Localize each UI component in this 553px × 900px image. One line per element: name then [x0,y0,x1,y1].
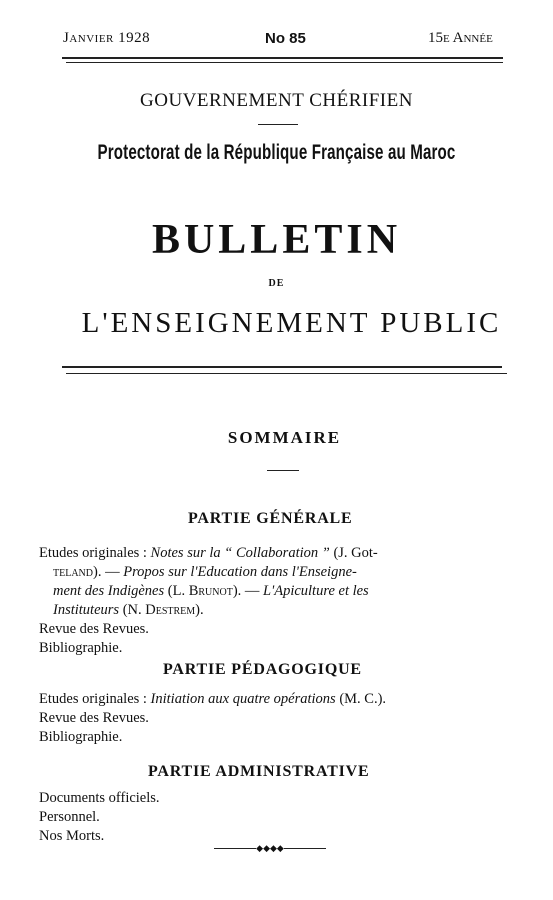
partie-administrative-heading: PARTIE ADMINISTRATIVE [148,763,370,780]
list-item: Etudes originales : Notes sur la “ Collaboration ” (J. Got- [39,545,378,561]
list-item: Revue des Revues. [39,710,149,726]
issue-number: No 85 [265,30,306,47]
partie-pedagogique-list [39,690,519,747]
partie-generale-list [39,544,519,658]
list-item: Bibliographie. [39,640,123,656]
protectorate-line: Protectorat de la République Française au Maroc [97,141,456,164]
article-title: Notes sur la “ Collaboration ” [150,545,330,561]
sommaire-heading: SOMMAIRE [227,428,342,447]
list-item: Nos Morts. [39,828,105,844]
enseignement-title: L'ENSEIGNEMENT PUBLIC [81,307,502,339]
partie-administrative-list [39,789,519,846]
partie-pedagogique-heading: PARTIE PÉDAGOGIQUE [163,661,362,678]
header-rule-bottom [66,62,503,63]
list-item: ment des Indigènes (L. Brunot). — L'Apiculture et les [53,583,369,599]
short-rule-1 [258,124,298,125]
issue-year: 15e Année [428,30,493,46]
de-word: DE [268,278,285,289]
ornament-divider [200,843,340,854]
header-rule-top [62,57,503,59]
masthead-rule-bottom [66,373,507,374]
masthead-rule-top [62,366,502,368]
list-item: Etudes originales : Initiation aux quatre opérations (M. C.). [39,691,387,707]
bulletin-title: BULLETIN [151,217,402,263]
government-title: GOUVERNEMENT CHÉRIFIEN [140,90,413,111]
list-item: Documents officiels. [39,790,160,806]
list-item: Instituteurs (N. Destrem). [53,602,204,618]
partie-generale-heading: PARTIE GÉNÉRALE [188,510,353,527]
list-item: Personnel. [39,809,100,825]
ornament-bar-right [284,848,326,849]
ornament-diamonds-icon: ◆◆◆◆ [256,843,284,853]
list-item: Revue des Revues. [39,621,149,637]
ornament-bar-left [214,848,256,849]
short-rule-2 [267,470,299,471]
list-item: teland). — Propos sur l'Education dans l'Enseigne- [53,564,357,580]
list-item: Bibliographie. [39,729,123,745]
issue-date: Janvier 1928 [63,30,151,46]
